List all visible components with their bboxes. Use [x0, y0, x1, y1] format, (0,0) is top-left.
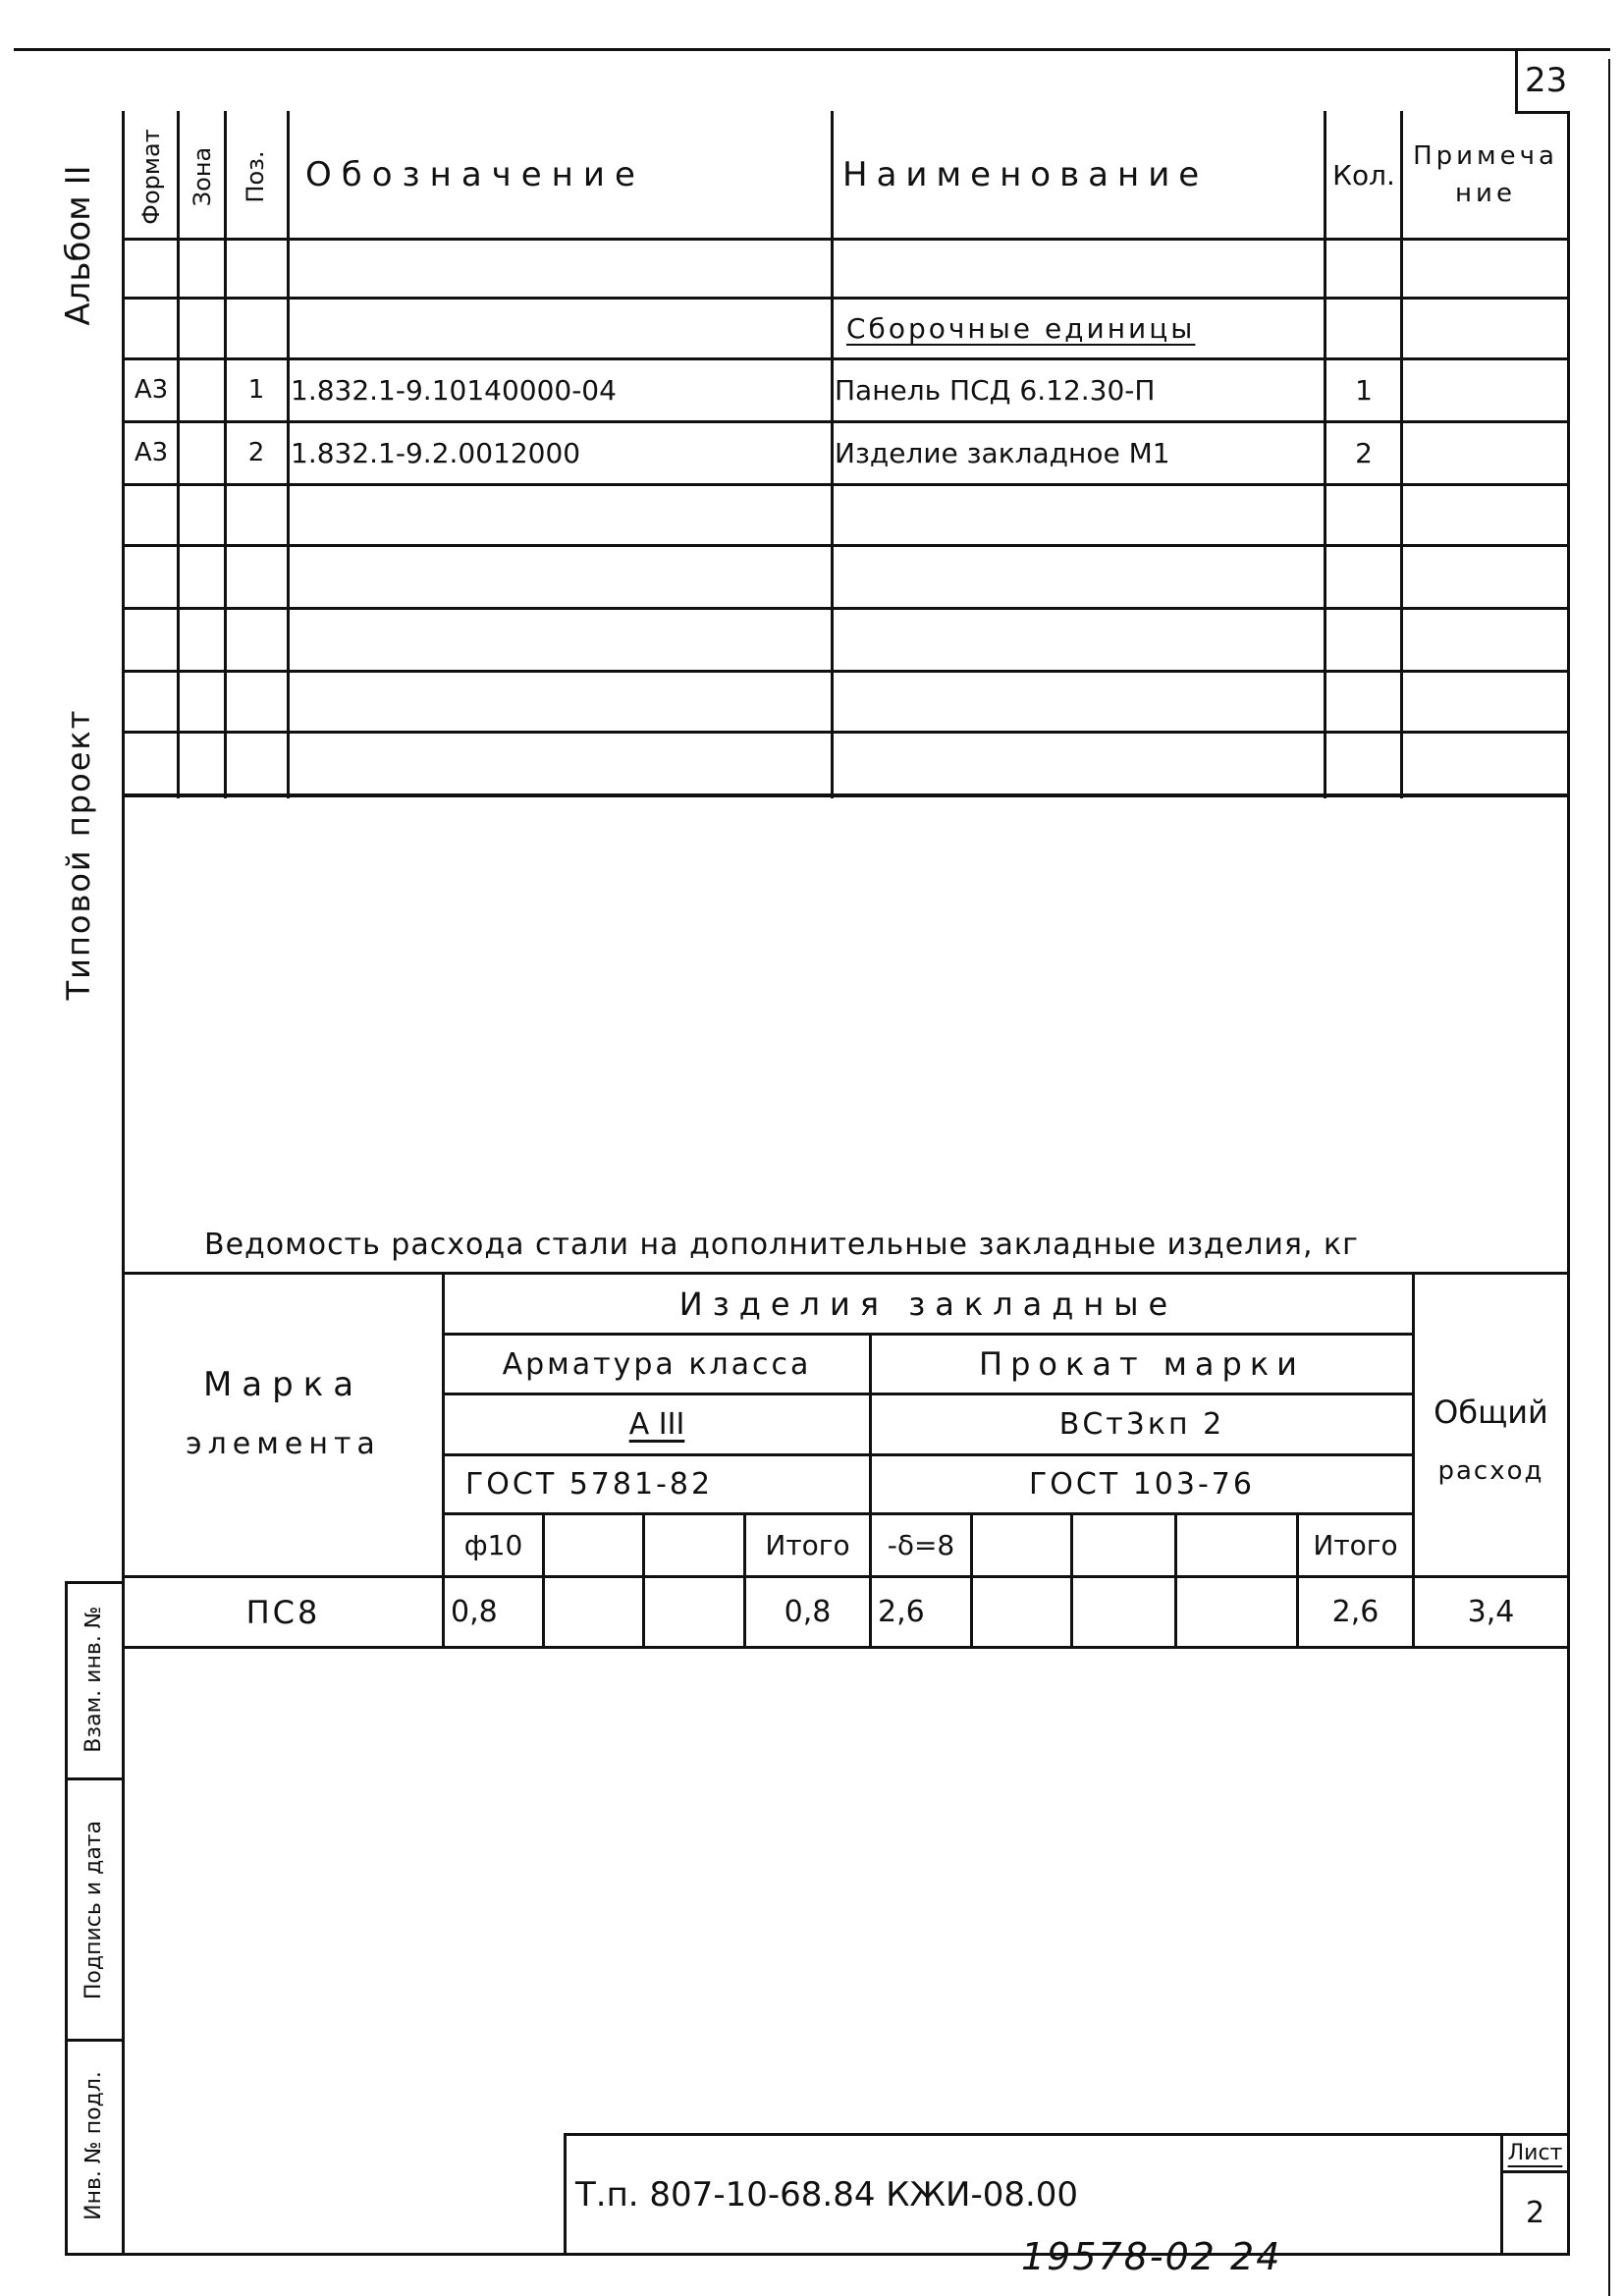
stamp-left-line [65, 1581, 68, 2253]
row-name: Изделие закладное М1 [835, 436, 1170, 469]
frame-bottom-line [122, 2253, 1570, 2256]
total-label-1: Общий [1434, 1394, 1548, 1431]
spec-hline [122, 731, 1570, 734]
header-qty: Кол. [1332, 158, 1395, 191]
sheet-number: 23 [1525, 61, 1568, 100]
header-note: Примечание [1413, 141, 1558, 208]
stamp-inv-podl: Инв. № подл. [81, 2071, 106, 2220]
steel-vline [642, 1512, 645, 1649]
sub-delta8: -δ=8 [887, 1529, 955, 1561]
row-designation: 1.832.1-9.2.0012000 [291, 436, 581, 469]
spec-hline [122, 793, 1570, 797]
statement-title: Ведомость расхода стали на дополнительные закладные изделия, кг [204, 1228, 1359, 1262]
spec-hline [122, 544, 1570, 547]
row-format: А3 [134, 438, 169, 467]
footer-number: 19578-02 24 [1021, 2235, 1282, 2278]
sub-itogo-rebar: Итого [765, 1529, 850, 1561]
frame-right-line [1567, 111, 1570, 2256]
stamp-vzam: Взам. инв. № [81, 1606, 106, 1753]
steel-hline [122, 1646, 1570, 1649]
rolled-grade: ВСт3кп 2 [1058, 1407, 1225, 1442]
steel-vline [1070, 1512, 1073, 1649]
row-format: А3 [134, 375, 169, 405]
data-rolled-total: 2,6 [1331, 1595, 1380, 1629]
data-delta8: 2,6 [878, 1595, 925, 1629]
sub-itogo-rolled: Итого [1313, 1529, 1398, 1561]
row-qty: 1 [1355, 373, 1373, 407]
row-designation: 1.832.1-9.10140000-04 [291, 373, 617, 407]
tb-sheet-label: Лист [1507, 2141, 1563, 2165]
header-name: Наименование [842, 155, 1209, 194]
rolled-label: Прокат марки [979, 1345, 1305, 1383]
spec-hline [122, 483, 1570, 486]
header-designation: Обозначение [305, 155, 645, 194]
rebar-gost: ГОСТ 5781-82 [465, 1467, 714, 1502]
rolled-gost: ГОСТ 103-76 [1029, 1467, 1255, 1502]
album-label: Альбом II [59, 165, 98, 326]
row-pos: 1 [247, 375, 265, 405]
stamp-podpis: Подпись и дата [81, 1820, 106, 2000]
steel-vline [970, 1512, 973, 1649]
stamp-hline [65, 1777, 124, 1780]
row-name: Панель ПСД 6.12.30-П [835, 373, 1156, 407]
section-title: Сборочные единицы [846, 311, 1196, 345]
project-label: Типовой проект [60, 708, 97, 1001]
data-overall: 3,4 [1467, 1595, 1515, 1629]
mark-label-2: элемента [186, 1426, 381, 1461]
tb-code: Т.п. 807-10-68.84 КЖИ-08.00 [575, 2174, 1079, 2214]
spec-hline [122, 607, 1570, 610]
row-pos: 2 [247, 438, 265, 467]
row-qty: 2 [1355, 436, 1373, 469]
frame-top-line [14, 48, 1610, 51]
spec-hline [122, 670, 1570, 673]
mark-label-1: Марка [202, 1365, 364, 1404]
data-mark: ПС8 [245, 1593, 321, 1631]
data-phi10: 0,8 [451, 1595, 498, 1629]
steel-vline [542, 1512, 545, 1649]
header-pos: Поз. [242, 150, 269, 203]
steel-vline [1174, 1512, 1177, 1649]
tb-sheet-value: 2 [1525, 2196, 1545, 2230]
total-label-2: расход [1437, 1456, 1544, 1486]
sub-phi10: ф10 [463, 1529, 523, 1561]
data-rebar-total: 0,8 [784, 1595, 832, 1629]
header-format: Формат [137, 129, 165, 225]
tb-left-line [564, 2133, 567, 2255]
rebar-class: А III [628, 1407, 685, 1442]
sheet-box-left [1515, 51, 1518, 114]
header-zone: Зона [189, 146, 216, 207]
rebar-label: Арматура класса [502, 1346, 812, 1382]
page-right-edge-line [1608, 59, 1610, 2296]
header-items: Изделия закладные [678, 1285, 1178, 1323]
